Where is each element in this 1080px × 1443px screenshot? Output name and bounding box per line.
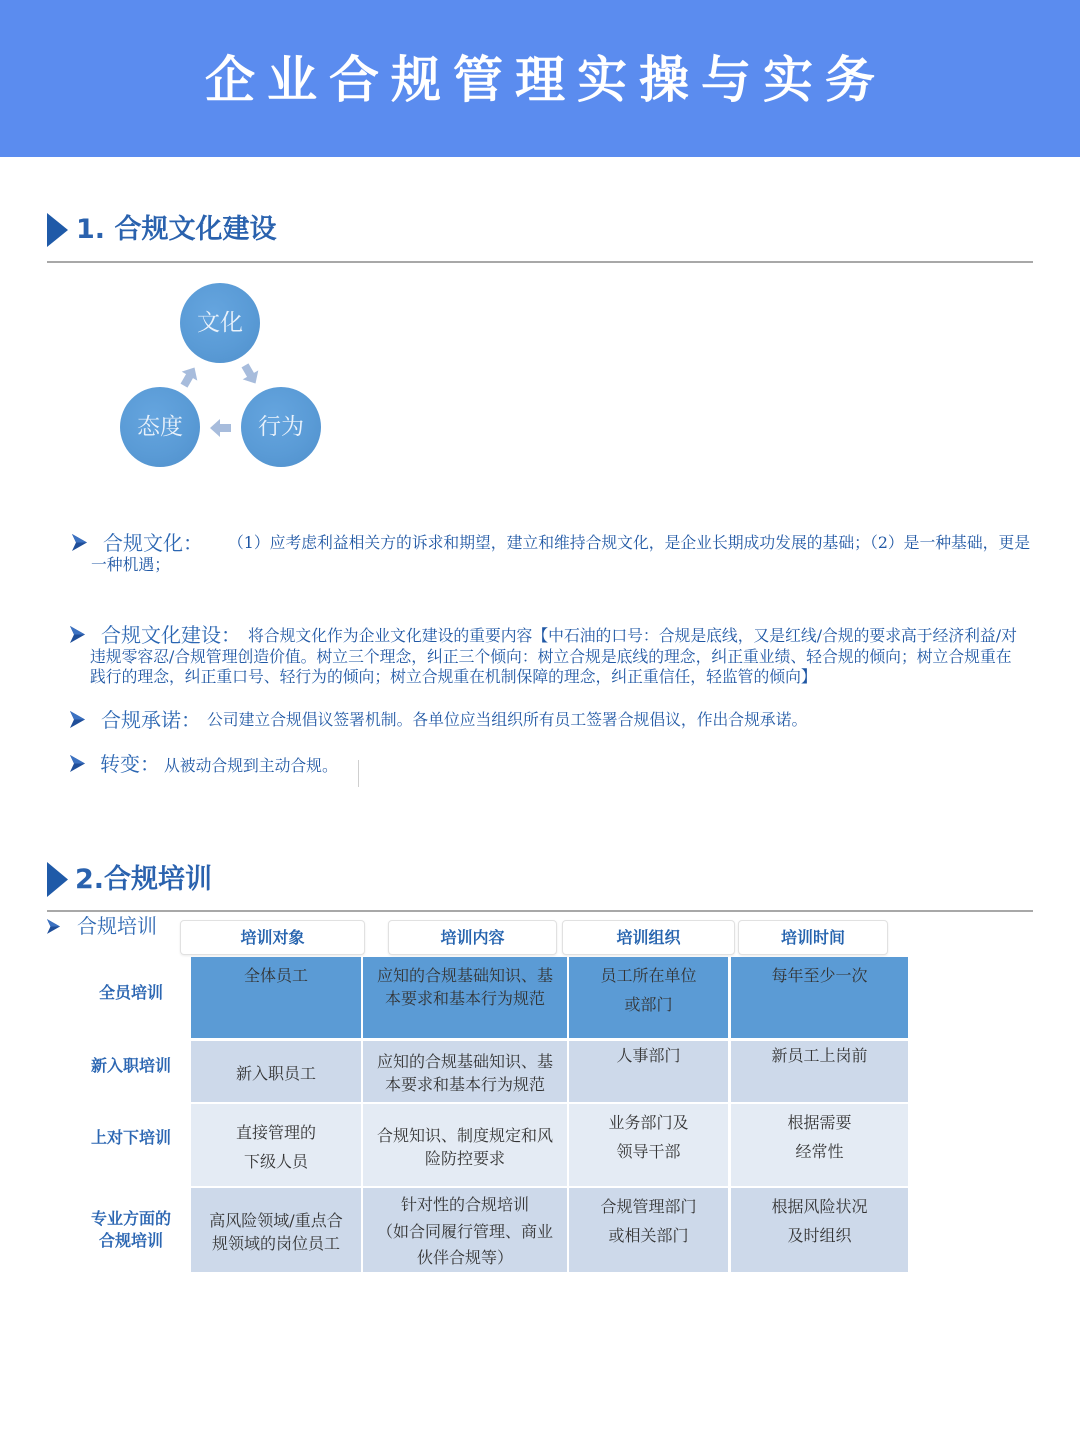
column-header-time: 培训时间	[738, 920, 888, 955]
bullet-text-line: 将合规文化作为企业文化建设的重要内容【中石油的口号：合规是底线，又是红线/合规的要求高于经济利益/对	[248, 626, 1017, 645]
cell-line: 及时组织	[787, 1225, 852, 1245]
table-cell	[191, 1041, 361, 1102]
cell-line: 领导干部	[616, 1141, 681, 1161]
cell-line: 下级人员	[243, 1151, 308, 1171]
bullet-arrow-icon	[47, 919, 60, 934]
cell-line: 员工所在单位	[600, 965, 697, 985]
row-label-line: 新入职培训	[90, 1055, 171, 1075]
section-2-divider	[47, 910, 1033, 912]
cell-line: 险防控要求	[424, 1148, 505, 1168]
column-header-organizer: 培训组织	[562, 920, 735, 955]
row-label	[78, 1104, 184, 1186]
table-cell	[569, 1104, 728, 1186]
table-cell	[569, 1188, 728, 1272]
training-sub-label: 合规培训	[77, 914, 157, 938]
bullet-label: 合规文化建设：	[101, 623, 241, 647]
row-label	[78, 1188, 184, 1272]
bullet-arrow-icon	[70, 626, 85, 643]
section-1-divider	[47, 261, 1033, 263]
cell-line: 应知的合规基础知识、基	[376, 1051, 553, 1071]
table-cell	[731, 1104, 908, 1186]
cell-line: 新员工上岗前	[771, 1045, 868, 1065]
cell-line: 人事部门	[616, 1045, 681, 1065]
cell-line: 高风险领域/重点合	[209, 1210, 343, 1230]
cycle-arrow-icon	[237, 361, 263, 387]
table-cell	[731, 1188, 908, 1272]
section-triangle-icon	[47, 862, 68, 897]
bullet-arrow-icon	[70, 711, 85, 728]
cell-line: 伙伴合规等）	[416, 1248, 513, 1267]
table-cell	[569, 1041, 728, 1102]
cell-line: 针对性的合规培训	[400, 1195, 529, 1214]
column-header-target: 培训对象	[180, 920, 365, 955]
cell-line: 或部门	[624, 994, 673, 1014]
section-2-heading: 2.合规培训	[75, 864, 213, 895]
page-title: 企业合规管理实操与实务	[205, 51, 887, 109]
table-cell	[191, 1104, 361, 1186]
table-cell	[191, 1188, 361, 1272]
cell-line: 合规管理部门	[600, 1196, 697, 1216]
table-cell	[363, 1104, 567, 1186]
bullet-text-line: 一种机遇；	[91, 555, 170, 574]
table-cell	[363, 1188, 567, 1272]
cycle-node-culture: 文化	[180, 283, 260, 363]
row-label-line: 专业方面的	[90, 1209, 171, 1228]
cycle-arrow-icon	[208, 415, 234, 441]
cycle-node-behavior: 行为	[241, 387, 321, 467]
table-cell	[569, 957, 728, 1038]
cell-line: 本要求和基本行为规范	[384, 988, 545, 1008]
cell-line: （如合同履行管理、商业	[376, 1221, 553, 1241]
table-cell	[363, 957, 567, 1038]
bullet-text-line: 从被动合规到主动合规。	[164, 756, 338, 775]
header-banner	[0, 0, 1080, 157]
row-label-line: 上对下培训	[90, 1128, 171, 1147]
cell-line: 新入职员工	[235, 1063, 316, 1083]
column-header-content: 培训内容	[388, 920, 557, 955]
section-1-heading: 1. 合规文化建设	[76, 214, 277, 245]
bullet-arrow-icon	[72, 534, 87, 551]
bullet-label: 转变：	[100, 752, 160, 776]
bullet-arrow-icon	[70, 755, 85, 772]
table-cell	[731, 1041, 908, 1102]
table-cell	[363, 1041, 567, 1102]
row-label	[78, 957, 184, 1038]
cell-line: 根据风险状况	[771, 1196, 868, 1216]
row-label-line: 全员培训	[98, 982, 163, 1002]
bullet-text-line: 公司建立合规倡议签署机制。各单位应当组织所有员工签署合规倡议，作出合规承诺。	[207, 710, 808, 729]
cycle-node-attitude: 态度	[120, 387, 200, 467]
cell-line: 规领域的岗位员工	[211, 1233, 340, 1253]
bullet-text-line: 践行的理念，纠正重口号、轻行为的倾向；树立合规重在机制保障的理念，纠正重信任，轻监管的倾向】	[90, 667, 817, 686]
table-cell	[731, 957, 908, 1038]
bullet-label: 合规承诺：	[101, 708, 201, 732]
cell-line: 根据需要	[787, 1112, 852, 1132]
cell-line: 全体员工	[243, 965, 308, 985]
row-label	[78, 1041, 184, 1102]
cell-line: 或相关部门	[608, 1225, 689, 1245]
section-triangle-icon	[47, 213, 68, 247]
row-label-line: 合规培训	[98, 1231, 163, 1250]
bullet-text-line: （1）应考虑利益相关方的诉求和期望，建立和维持合规文化，是企业长期成功发展的基础；（2）是一种基础，更是	[228, 533, 1031, 552]
cell-line: 每年至少一次	[771, 965, 868, 985]
cell-line: 本要求和基本行为规范	[384, 1074, 545, 1094]
cell-line: 经常性	[795, 1141, 844, 1161]
cell-line: 业务部门及	[608, 1112, 689, 1132]
cell-line: 应知的合规基础知识、基	[376, 965, 553, 985]
cell-line: 合规知识、制度规定和风	[376, 1125, 553, 1145]
cycle-arrow-icon	[176, 364, 202, 390]
cursor-line	[358, 760, 359, 787]
cell-line: 直接管理的	[235, 1122, 316, 1142]
bullet-label: 合规文化：	[103, 531, 203, 555]
table-cell	[191, 957, 361, 1038]
bullet-text-line: 违规零容忍/合规管理创造价值。树立三个理念，纠正三个倾向：树立合规是底线的理念，纠正重业绩、轻合规的倾向；树立合规重在	[90, 647, 1012, 666]
